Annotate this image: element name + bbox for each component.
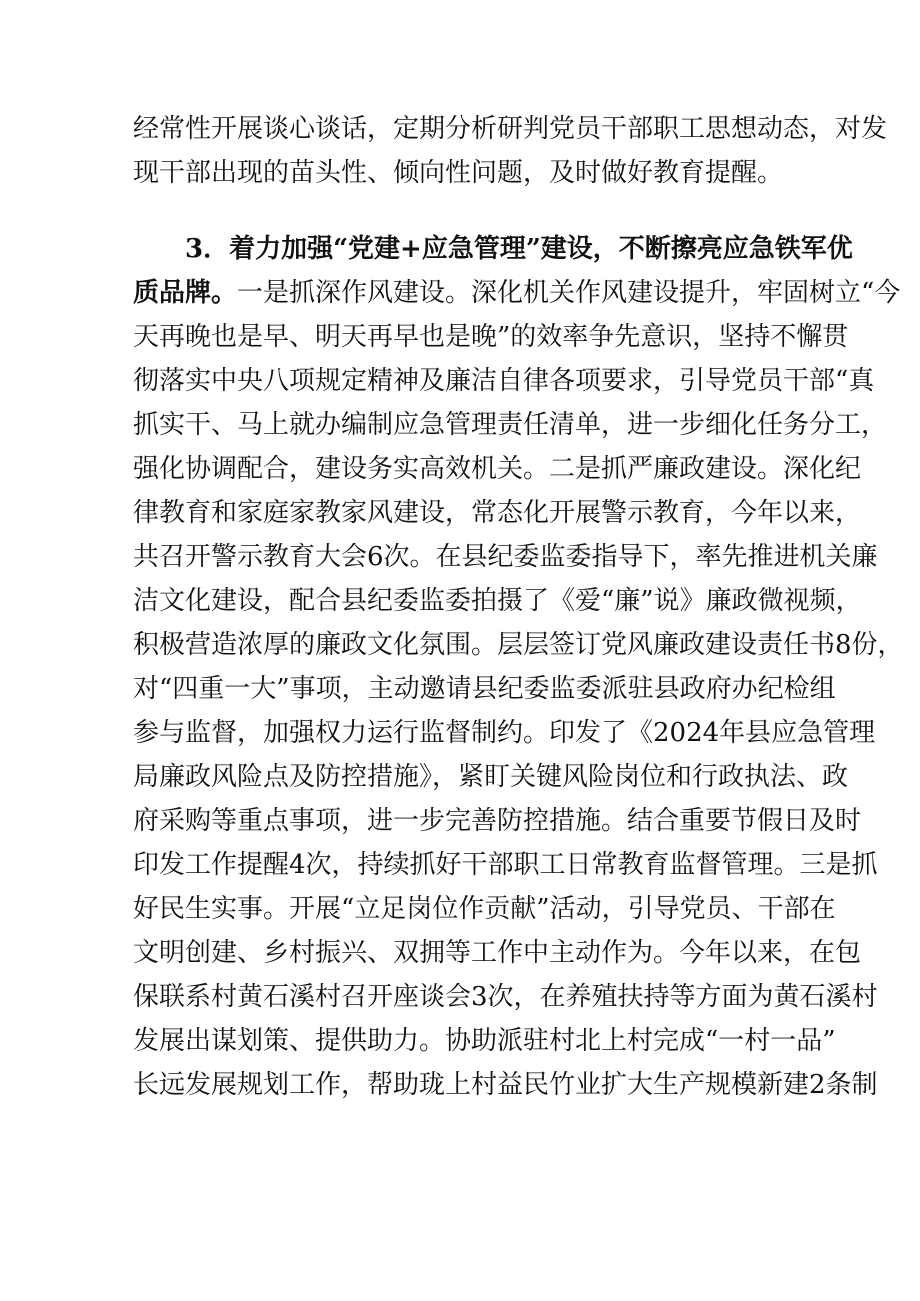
text-line [133,1107,793,1151]
text-line: 经常性开展谈心谈话，定期分析研判党员干部职工思想动态，对发 [133,114,888,144]
text-line: 现干部出现的苗头性、倾向性问题，及时做好教育提醒。 [133,158,784,188]
text-line: 抓实干、马上就办编制应急管理责任清单，进一步细化任务分工， [133,410,888,440]
text-line: 强化协调配合，建设务实高效机关。二是抓严廉政建设。深化纪 [133,454,862,484]
text-line: 律教育和家庭家教家风建设，常态化开展警示教育，今年以来， [133,498,862,528]
paragraph-continuation [133,107,888,195]
text-run: 一是抓深作风建设。深化机关作风建设提升，牢固树立“今 [237,278,901,308]
section-3-paragraph [133,227,904,1195]
text-line: 共召开警示教育大会6次。在县纪委监委指导下，率先推进机关廉 [133,542,878,572]
text-line: 发展出谋划策、提供助力。协助派驻村北上村完成“一村一品” [133,1026,836,1056]
text-line: 天再晚也是早、明天再早也是晚”的效率争先意识，坚持不懈贯 [133,322,849,352]
text-line [133,1151,793,1195]
text-line: 长远发展规划工作，帮助珑上村益民竹业扩大生产规模新建2条制 [133,1070,878,1100]
text-line: 局廉政风险点及防控措施》，紧盯关键风险岗位和行政执法、政 [133,762,849,792]
text-line: 积极营造浓厚的廉政文化氛围。层层签订党风廉政建设责任书8份， [133,630,904,660]
text-line [133,271,901,315]
text-line: 文明创建、乡村振兴、双拥等工作中主动作为。今年以来，在包 [133,938,862,968]
section-heading-line: 3．着力加强“党建+应急管理”建设，不断擦亮应急铁军优 [185,234,853,264]
section-heading-tail: 质品牌。 [133,278,238,308]
text-line: 印发工作提醒4次，持续抓好干部职工日常教育监督管理。三是抓 [133,850,878,880]
text-line: 府采购等重点事项，进一步完善防控措施。结合重要节假日及时 [133,806,862,836]
text-line: 对“四重一大”事项，主动邀请县纪委监委派驻县政府办纪检组 [133,674,836,704]
text-line: 彻落实中央八项规定精神及廉洁自律各项要求，引导党员干部“真 [133,366,875,396]
text-line: 保联系村黄石溪村召开座谈会3次，在养殖扶持等方面为黄石溪村 [133,982,878,1012]
text-line: 洁文化建设，配合县纪委监委拍摄了《爱“廉”说》廉政微视频， [133,586,862,616]
text-line: 参与监督，加强权力运行监督制约。印发了《2024年县应急管理 [133,718,876,748]
text-line: 好民生实事。开展“立足岗位作贡献”活动，引导党员、干部在 [133,894,836,924]
